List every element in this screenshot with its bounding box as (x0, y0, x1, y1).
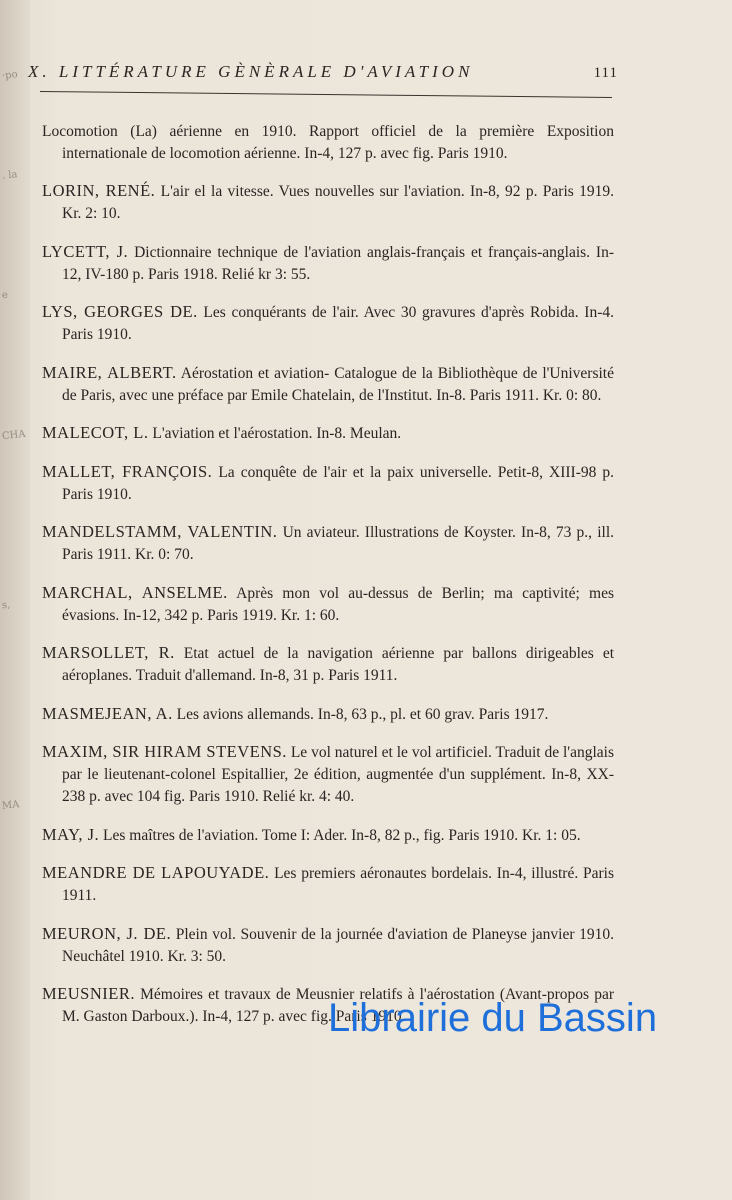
entry-text: Les conquérants de l'air. Avec 30 gravures d'après Robida. In-4. Paris 1910. (62, 304, 614, 343)
entry-author: MEURON, J. DE. (42, 923, 172, 943)
bleed-through-mark: e (1, 289, 9, 302)
entry-text: Un aviateur. Illustrations de Koyster. In-8, 73 p., ill. Paris 1911. Kr. 0: 70. (62, 524, 615, 563)
entry-text: Les premiers aéronautes bordelais. In-4, illustré. Paris 1911. (62, 865, 614, 904)
entry-text: L'aviation et l'aérostation. In-8. Meulan. (152, 425, 402, 442)
bibliography-list (42, 104, 614, 1034)
entry-text: Les maîtres de l'aviation. Tome I: Ader. In-8, 82 p., fig. Paris 1910. Kr. 1: 05. (103, 826, 581, 844)
bleed-through-mark: ·po (1, 69, 19, 82)
entry-author: MAXIM, SIR HIRAM STEVENS. (42, 742, 287, 761)
bleed-through-mark: MA (1, 799, 20, 812)
bibliography-entry (42, 241, 614, 286)
running-head (28, 62, 618, 92)
entry-text: Les avions allemands. In-8, 63 p., pl. et 60 grav. Paris 1917. (176, 705, 549, 723)
bibliography-entry (42, 180, 614, 225)
entry-author: MANDELSTAMM, VALENTIN. (42, 522, 278, 541)
entry-author: MALLET, FRANÇOIS. (42, 461, 213, 481)
bibliography-entry (42, 582, 614, 627)
running-head-title: X. LITTÉRATURE GÈNÈRALE D'AVIATION (28, 62, 474, 81)
entry-text: Aérostation et aviation- Catalogue de la Bibliothèque de l'Université de Paris, avec une préface par Emile Chatelain, de l'Institut. In-8. Paris 1911. Kr. 0: 80. (62, 364, 614, 404)
entry-author: LYS, GEORGES DE. (42, 302, 198, 321)
bibliography-entry (42, 301, 614, 346)
entry-author: MALECOT, L. (42, 423, 149, 442)
bibliography-entry (42, 923, 614, 968)
bleed-through-mark: s, (1, 599, 11, 612)
entry-author: MARSOLLET, R. (42, 643, 175, 662)
bibliography-entry (42, 741, 614, 808)
header-rule (40, 91, 612, 98)
entry-text: Dictionnaire technique de l'aviation anglais-français et français-anglais. In-12, IV-180 p. Paris 1918. Relié kr 3: 55. (62, 243, 614, 283)
bibliography-entry (42, 120, 614, 165)
entry-author: MEUSNIER. (42, 984, 135, 1003)
facing-page-gutter (0, 0, 30, 1200)
page-number: 111 (593, 65, 618, 81)
entry-author: MEANDRE DE LAPOUYADE. (42, 863, 270, 882)
entry-author: MASMEJEAN, A. (42, 703, 173, 723)
entry-author: MAY, J. (42, 824, 100, 844)
bleed-through-mark: CHA (1, 428, 27, 443)
bibliography-entry (42, 461, 614, 506)
entry-text: L'air el la vitesse. Vues nouvelles sur l'aviation. In-8, 92 p. Paris 1919. Kr. 2: 10. (62, 183, 614, 222)
entry-text: Plein vol. Souvenir de la journée d'aviation de Planeyse janvier 1910. Neuchâtel 1910. Kr. 3: 50. (62, 925, 615, 965)
shop-watermark: Librairie du Bassin (328, 996, 658, 1040)
entry-text: Mémoires et travaux de Meusnier relatifs à l'aérostation (Avant-propos par M. Gaston Darboux.). In-4, 127 p. avec fig. Paris 1910. (62, 986, 615, 1025)
bibliography-entry (42, 521, 614, 566)
entry-author: LORIN, RENÉ. (42, 181, 156, 200)
bibliography-entry (42, 703, 614, 726)
entry-author: MARCHAL, ANSELME. (42, 582, 228, 602)
bleed-through-mark: . la (1, 169, 19, 182)
entry-text: Le vol naturel et le vol artificiel. Traduit de l'anglais par le lieutenant-colonel Espitallier, 2e édition, augmentée d'un supplément. In-8, XX-238 p. avec 104 fig. Paris 1910. Relié kr. 4: 40. (62, 744, 614, 805)
entry-text: La conquête de l'air et la paix universelle. Petit-8, XIII-98 p. Paris 1910. (62, 463, 615, 503)
bibliography-entry (42, 362, 614, 407)
bibliography-entry (42, 642, 614, 687)
bibliography-entry (42, 422, 614, 445)
entry-text: Locomotion (La) aérienne en 1910. Rapport officiel de la première Exposition internationale de locomotion aérienne. In-4, 127 p. avec fig. Paris 1910. (42, 122, 614, 162)
bibliography-entry (42, 862, 614, 907)
entry-text: Après mon vol au-dessus de Berlin; ma captivité; mes évasions. In-12, 342 p. Paris 1919. Kr. 1: 60. (62, 584, 614, 624)
bibliography-entry (42, 824, 614, 847)
entry-author: LYCETT, J. (42, 241, 129, 261)
entry-author: MAIRE, ALBERT. (42, 362, 177, 382)
entry-text: Etat actuel de la navigation aérienne par ballons dirigeables et aéroplanes. Traduit d'allemand. In-8, 31 p. Paris 1911. (62, 645, 615, 684)
